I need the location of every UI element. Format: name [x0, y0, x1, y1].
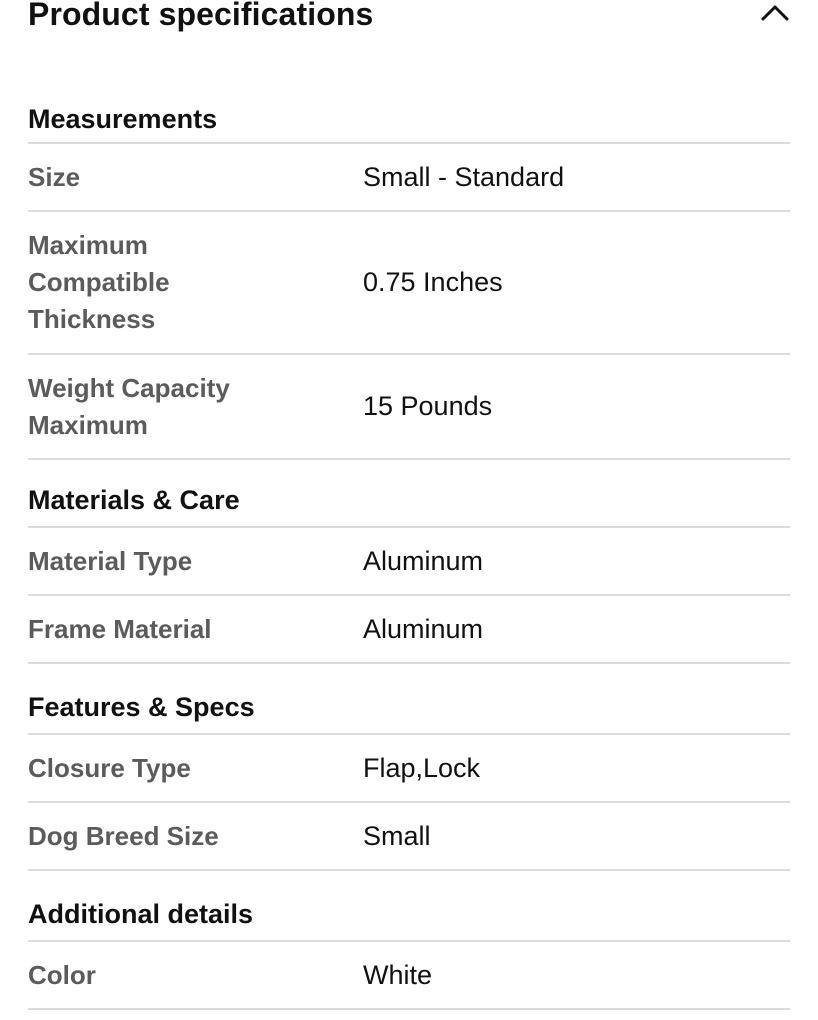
spec-label: Dog Breed Size [28, 820, 219, 851]
spec-value: Small - Standard [363, 161, 565, 192]
page-title: Product specifications [28, 0, 374, 32]
spec-row-dog-breed-size [28, 803, 790, 871]
spec-label: Frame Material [28, 613, 212, 644]
section-heading-materials-care: Materials & Care [28, 460, 790, 528]
spec-label-text: Weight Capacity Maximum [28, 372, 230, 440]
section-heading-measurements: Measurements [28, 96, 790, 144]
spec-value: Aluminum [363, 613, 484, 644]
spec-row-maximum-compatible-thickness [28, 212, 790, 355]
spec-row-frame-material [28, 596, 790, 664]
spec-header[interactable] [28, 0, 790, 40]
spec-label [28, 370, 363, 444]
spec-row-weight-capacity-maximum [28, 355, 790, 460]
spec-label: Material Type [28, 545, 193, 576]
spec-row-material-type [28, 528, 790, 596]
spec-value: Flap,Lock [363, 752, 481, 783]
spec-table [28, 96, 790, 1010]
spec-value: 15 Pounds [363, 391, 493, 421]
section-heading-features-specs: Features & Specs [28, 664, 790, 735]
spec-label: Closure Type [28, 752, 191, 783]
spec-label [28, 227, 363, 338]
spec-row-color [28, 942, 790, 1010]
section-heading-additional-details: Additional details [28, 871, 790, 942]
spec-label: Color [28, 959, 96, 990]
spec-value: Small [363, 820, 431, 851]
spec-label: Size [28, 161, 81, 192]
spec-label-text: Maximum Compatible Thickness [28, 230, 170, 334]
spec-value: Aluminum [363, 545, 484, 576]
spec-row-closure-type [28, 735, 790, 803]
spec-value: White [363, 959, 433, 990]
spec-value: 0.75 Inches [363, 267, 503, 297]
spec-row-size [28, 144, 790, 212]
chevron-up-icon[interactable] [760, 0, 790, 26]
